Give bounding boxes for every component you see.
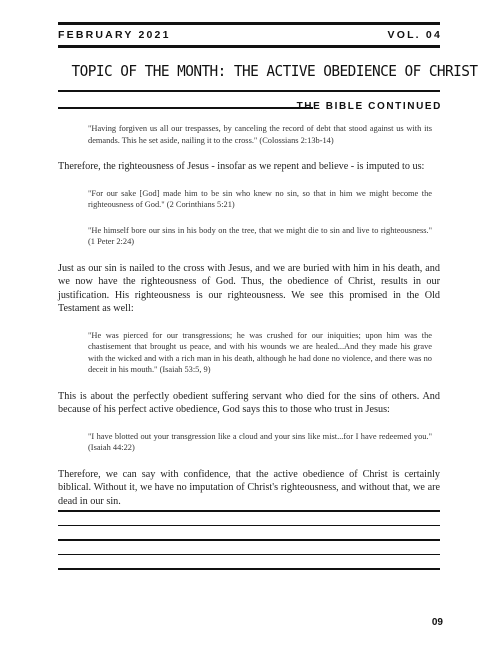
quote-isaiah-44: "I have blotted out your transgression like a cloud and your sins like mist...for I have redeemed you." (Isaiah 44:22)	[88, 431, 432, 452]
quote-1-peter: "He himself bore our sins in his body on the tree, that we might die to sin and live to righteousness." (1 Peter 2:24)	[88, 225, 432, 246]
article-body	[58, 123, 440, 522]
page-title: TOPIC OF THE MONTH: THE ACTIVE OBEDIENCE OF CHRIST	[71, 62, 478, 80]
note-line	[58, 525, 440, 527]
note-line	[58, 554, 440, 556]
quote-isaiah-53: "He was pierced for our transgressions; he was crushed for our iniquities; upon him was the chastisement that brought us peace, and with his wounds we are healed...And they made his grave with the wicked and with a rich man in his death, although he had done no violence, and there was no deceit in his mouth." (Isaiah 53:5, 9)	[88, 330, 432, 374]
quote-colossians: "Having forgiven us all our trespasses, by canceling the record of debt that stood against us with its demands. This he set aside, nailing it to the cross." (Colossians 2:13b-14)	[88, 124, 432, 145]
note-lines	[58, 510, 440, 583]
paragraph-justification: Just as our sin is nailed to the cross with Jesus, and we are buried with him in his death, and we now have the righteousness of God. Thus, the obedience of Christ, results in our justification. His righteousness is our righteousness. We see this promised in the Old Testament as well:	[58, 262, 440, 314]
paragraph-servant: This is about the perfectly obedient suffering servant who died for the sins of others. And because of his perfect active obedience, God says this to those who trust in Jesus:	[58, 390, 440, 415]
issue-date: FEBRUARY 2021	[58, 29, 171, 41]
volume-number: VOL. 04	[387, 29, 442, 41]
section-label: THE BIBLE CONTINUED	[296, 101, 442, 112]
top-rule-upper	[58, 22, 440, 25]
note-line	[58, 568, 440, 570]
note-line	[58, 510, 440, 512]
paragraph-imputed: Therefore, the righteousness of Jesus - insofar as we repent and believe - is imputed to us:	[58, 161, 425, 172]
note-line	[58, 539, 440, 541]
quote-2-corinthians: "For our sake [God] made him to be sin who knew no sin, so that in him we might become the righteousness of God." (2 Corinthians 5:21)	[88, 188, 432, 209]
top-rule-lower	[58, 45, 440, 48]
paragraph-conclusion: Therefore, we can say with confidence, that the active obedience of Christ is certainly biblical. Without it, we have no imputation of Christ's righteousness, and without that, we are dead in our sin.	[58, 468, 440, 507]
page-number: 09	[431, 617, 443, 628]
section-label-rule	[58, 107, 313, 109]
title-underline	[58, 90, 440, 92]
